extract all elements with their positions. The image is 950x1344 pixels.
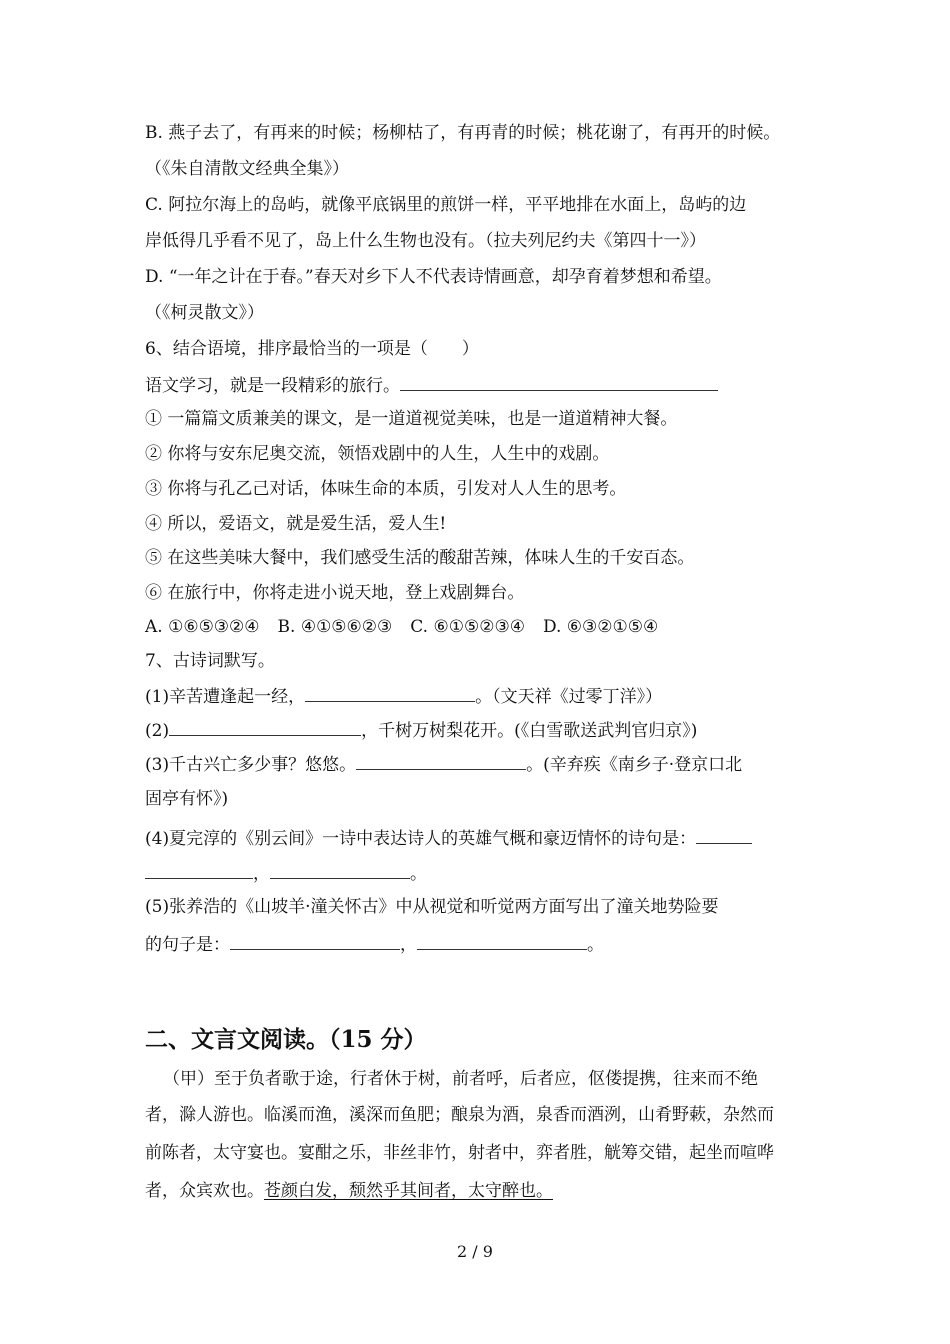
q7-2-num: (2) <box>145 721 170 741</box>
q7-4-comma: ， <box>253 864 270 884</box>
q7-2-blank[interactable] <box>169 717 361 736</box>
passage-line-1: （甲）至于负者歌于途，行者休于树，前者呼，后者应，伛偻提携，往来而不绝 <box>163 1069 758 1089</box>
passage-underlined-sentence: 苍颜白发，颓然乎其间者，太守醉也。 <box>264 1181 553 1201</box>
q6-item-2: ② 你将与安东尼奥交流，领悟戏剧中的人生，人生中的戏剧。 <box>145 444 610 464</box>
page-number: 2 / 9 <box>457 1242 493 1261</box>
passage-line-3: 前陈者，太守宴也。宴酣之乐，非丝非竹，射者中，弈者胜，觥筹交错，起坐而喧哗 <box>145 1143 774 1163</box>
q6-choice-a[interactable]: A. ①⑥⑤③②④ <box>145 617 260 637</box>
q7-2-text: ，千树万树梨花开。(《白雪歌送武判官归京》) <box>361 721 698 741</box>
q6-choices <box>145 615 676 639</box>
passage-line-2: 者，滁人游也。临溪而渔，溪深而鱼肥；酿泉为酒，泉香而酒洌，山肴野蔌，杂然而 <box>145 1105 774 1125</box>
q6-stem: 6、结合语境，排序最恰当的一项是（ ） <box>145 339 479 359</box>
q6-context-text: 语文学习，就是一段精彩的旅行。 <box>145 376 400 396</box>
q7-5-period: 。 <box>587 935 604 955</box>
q7-3-text: (3)千古兴亡多少事？悠悠。 <box>145 755 357 775</box>
q7-4-period: 。 <box>410 864 427 884</box>
passage-line-4-text: 者，众宾欢也。 <box>145 1181 264 1201</box>
section-2-heading: 二、文言文阅读。（15 分） <box>145 1026 427 1053</box>
q6-item-4: ④ 所以，爱语文，就是爱生活，爱人生! <box>145 514 447 534</box>
q7-1-blank[interactable] <box>305 683 475 702</box>
q7-item-4 <box>145 825 752 851</box>
option-d: D. “一年之计在于春。”春天对乡下人不代表诗情画意，却孕育着梦想和希望。 <box>145 267 722 287</box>
passage-line-4 <box>145 1179 553 1203</box>
q7-item-2 <box>145 717 697 743</box>
q6-choice-b[interactable]: B. ④①⑤⑥②③ <box>277 617 393 637</box>
option-c-line1: C. 阿拉尔海上的岛屿，就像平底锅里的煎饼一样，平平地排在水面上，岛屿的边 <box>145 195 747 215</box>
q7-item-3-cont: 固亭有怀》) <box>145 789 229 809</box>
q7-4-blank-c[interactable] <box>270 860 410 879</box>
q7-4-blank-a[interactable] <box>696 825 752 844</box>
q6-item-1: ① 一篇篇文质兼美的课文，是一道道视觉美味，也是一道道精神大餐。 <box>145 409 678 429</box>
q6-item-6: ⑥ 在旅行中，你将走进小说天地，登上戏剧舞台。 <box>145 583 525 603</box>
q7-item-3 <box>145 751 742 777</box>
q7-3-blank[interactable] <box>356 751 526 770</box>
q6-context <box>145 372 718 398</box>
q6-choice-c[interactable]: C. ⑥①⑤②③④ <box>410 617 525 637</box>
q7-5-blank-a[interactable] <box>230 931 400 950</box>
q7-4-blank-b[interactable] <box>145 860 253 879</box>
option-b: B. 燕子去了，有再来的时候；杨柳枯了，有再青的时候；桃花谢了，有再开的时候。 <box>145 123 781 143</box>
q7-5-blank-b[interactable] <box>417 931 587 950</box>
q6-item-5: ⑤ 在这些美味大餐中，我们感受生活的酸甜苦辣，体味人生的千安百态。 <box>145 548 695 568</box>
q7-item-5: (5)张养浩的《山坡羊·潼关怀古》中从视觉和听觉两方面写出了潼关地势险要 <box>145 897 719 917</box>
q6-choice-d[interactable]: D. ⑥③②①⑤④ <box>542 617 659 637</box>
q7-1-source: 。（文天祥《过零丁洋》） <box>475 687 663 707</box>
q7-1-text: (1)辛苦遭逢起一经， <box>145 687 306 707</box>
q7-stem: 7、古诗词默写。 <box>145 651 275 671</box>
q7-4-text: (4)夏完淳的《别云间》一诗中表达诗人的英雄气概和豪迈情怀的诗句是： <box>145 829 697 849</box>
option-b-source: （《朱自清散文经典全集》） <box>145 159 349 179</box>
q7-3-source: 。(辛弃疾《南乡子·登京口北 <box>526 755 743 775</box>
q7-item-4-cont <box>145 860 427 886</box>
q7-5-comma: ， <box>400 935 417 955</box>
option-c-line2: 岸低得几乎看不见了，岛上什么生物也没有。（拉夫列尼约夫《第四十一》） <box>145 231 706 251</box>
q6-answer-blank[interactable] <box>400 372 718 391</box>
q6-item-3: ③ 你将与孔乙己对话，体味生命的本质，引发对人人生的思考。 <box>145 479 627 499</box>
option-d-source: （《柯灵散文》） <box>145 303 264 323</box>
q7-item-5-cont <box>145 931 604 957</box>
q7-5-text: 的句子是： <box>145 935 230 955</box>
q7-item-1 <box>145 683 662 709</box>
